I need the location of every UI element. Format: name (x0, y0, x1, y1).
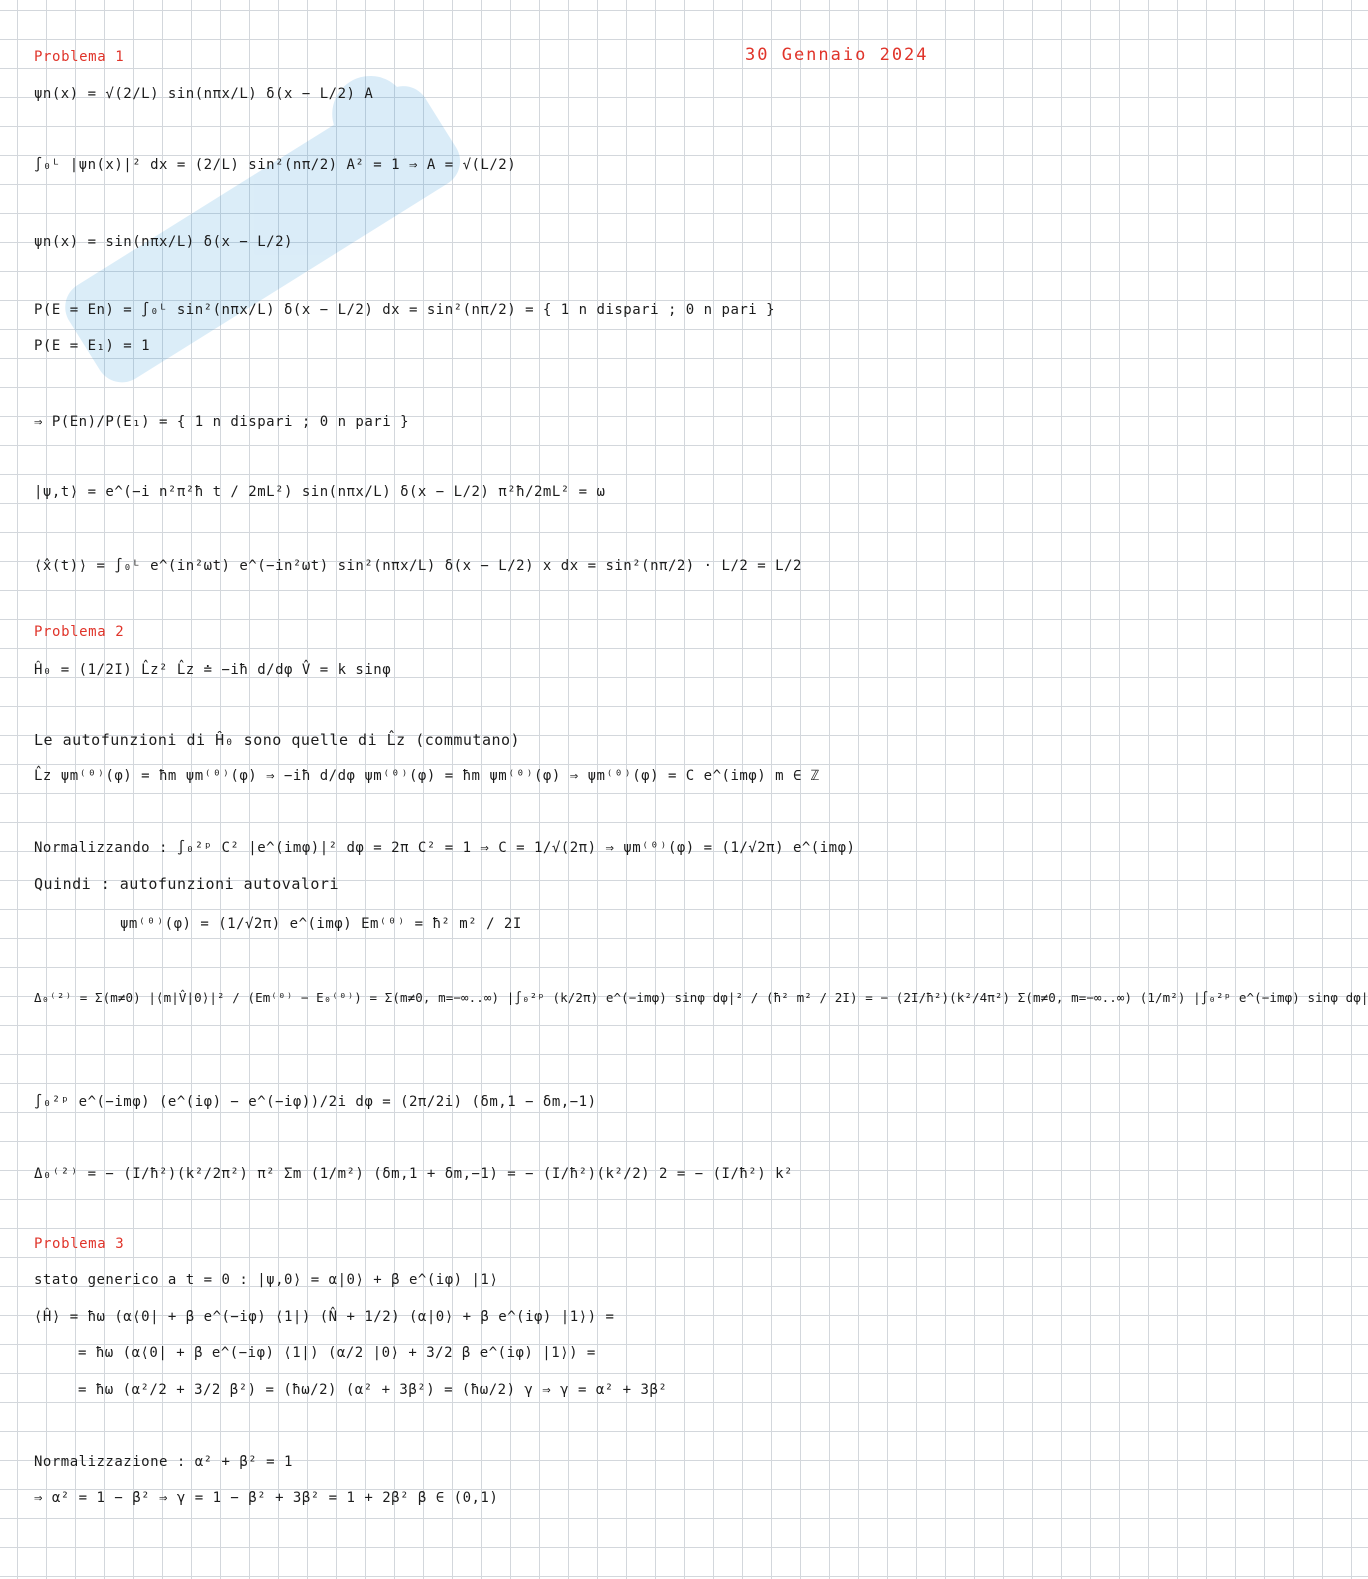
p2-line-9: Δ₀⁽²⁾ = − (I/ħ²)(k²/2π²) π² Σm (1/m²) (δm,1 + δm,−1) = − (I/ħ²)(k²/2) 2 = − (I/ħ²) k² (34, 1166, 793, 1182)
p2-line-5: Quindi : autofunzioni autovalori (34, 875, 339, 893)
p2-line-8: ∫₀²ᵖ e^(−imφ) (e^(iφ) − e^(−iφ))/2i dφ = (2π/2i) (δm,1 − δm,−1) (34, 1094, 597, 1110)
p1-line-5: P(E = E₁) = 1 (34, 338, 151, 354)
p1-line-7: |ψ,t⟩ = e^(−i n²π²ħ t / 2mL²) sin(nπx/L) δ(x − L/2) π²ħ/2mL² = ω (34, 484, 606, 500)
p2-line-2: Le autofunzioni di Ĥ₀ sono quelle di L̂z (commutano) (34, 731, 521, 749)
p3-line-5: Normalizzazione : α² + β² = 1 (34, 1454, 293, 1470)
p1-line-8: ⟨x̂(t)⟩ = ∫₀ᴸ e^(in²ωt) e^(−in²ωt) sin²(nπx/L) δ(x − L/2) x dx = sin²(nπ/2) · L/2 = L/2 (34, 558, 802, 574)
p1-line-1: ψn(x) = √(2/L) sin(nπx/L) δ(x − L/2) A (34, 86, 374, 102)
p1-line-2: ∫₀ᴸ |ψn(x)|² dx = (2/L) sin²(nπ/2) A² = 1 ⇒ A = √(L/2) (34, 157, 517, 173)
page-date: 30 Gennaio 2024 (745, 45, 929, 65)
p2-line-6: ψm⁽⁰⁾(φ) = (1/√2π) e^(imφ) Em⁽⁰⁾ = ħ² m² / 2I (120, 916, 522, 932)
p3-line-1: stato generico a t = 0 : |ψ,0⟩ = α|0⟩ + β e^(iφ) |1⟩ (34, 1272, 499, 1288)
p3-line-6: ⇒ α² = 1 − β² ⇒ γ = 1 − β² + 3β² = 1 + 2β² β ∈ (0,1) (34, 1490, 499, 1506)
p3-line-4: = ħω (α²/2 + 3/2 β²) = (ħω/2) (α² + 3β²) = (ħω/2) γ ⇒ γ = α² + 3β² (78, 1382, 668, 1398)
p2-line-7: Δ₀⁽²⁾ = Σ(m≠0) |⟨m|V̂|0⟩|² / (Em⁽⁰⁾ − E₀⁽⁰⁾) = Σ(m≠0, m=−∞..∞) |∫₀²ᵖ (k/2π) e^(−imφ) sinφ dφ|² / (ħ² m² / 2I) = − (2I/ħ²)(k²/4π²) Σ(m≠0, m=−∞..∞) (1/m²) |∫₀²ᵖ e^(−imφ) sinφ dφ| (34, 990, 1368, 1005)
p1-line-4: P(E = En) = ∫₀ᴸ sin²(nπx/L) δ(x − L/2) dx = sin²(nπ/2) = { 1 n dispari ; 0 n pari } (34, 302, 776, 318)
p1-line-3: ψn(x) = sin(nπx/L) δ(x − L/2) (34, 234, 293, 250)
p2-line-1: Ĥ₀ = (1/2I) L̂z² L̂z ≐ −iħ d/dφ V̂ = k sinφ (34, 662, 392, 678)
p2-line-4: Normalizzando : ∫₀²ᵖ C² |e^(imφ)|² dφ = 2π C² = 1 ⇒ C = 1/√(2π) ⇒ ψm⁽⁰⁾(φ) = (1/√2π) e^(imφ) (34, 840, 856, 856)
p2-line-3: L̂z ψm⁽⁰⁾(φ) = ħm ψm⁽⁰⁾(φ) ⇒ −iħ d/dφ ψm⁽⁰⁾(φ) = ħm ψm⁽⁰⁾(φ) ⇒ ψm⁽⁰⁾(φ) = C e^(imφ) m ∈ ℤ (34, 768, 820, 784)
problem-3-title: Problema 3 (34, 1236, 125, 1252)
p3-line-2: ⟨Ĥ⟩ = ħω (α⟨0| + β e^(−iφ) ⟨1|) (N̂ + 1/2) (α|0⟩ + β e^(iφ) |1⟩) = (34, 1309, 615, 1325)
p3-line-3: = ħω (α⟨0| + β e^(−iφ) ⟨1|) (α/2 |0⟩ + 3/2 β e^(iφ) |1⟩) = (78, 1345, 596, 1361)
problem-2-title: Problema 2 (34, 624, 125, 640)
p1-line-6: ⇒ P(En)/P(E₁) = { 1 n dispari ; 0 n pari } (34, 414, 410, 430)
problem-1-title: Problema 1 (34, 49, 125, 65)
